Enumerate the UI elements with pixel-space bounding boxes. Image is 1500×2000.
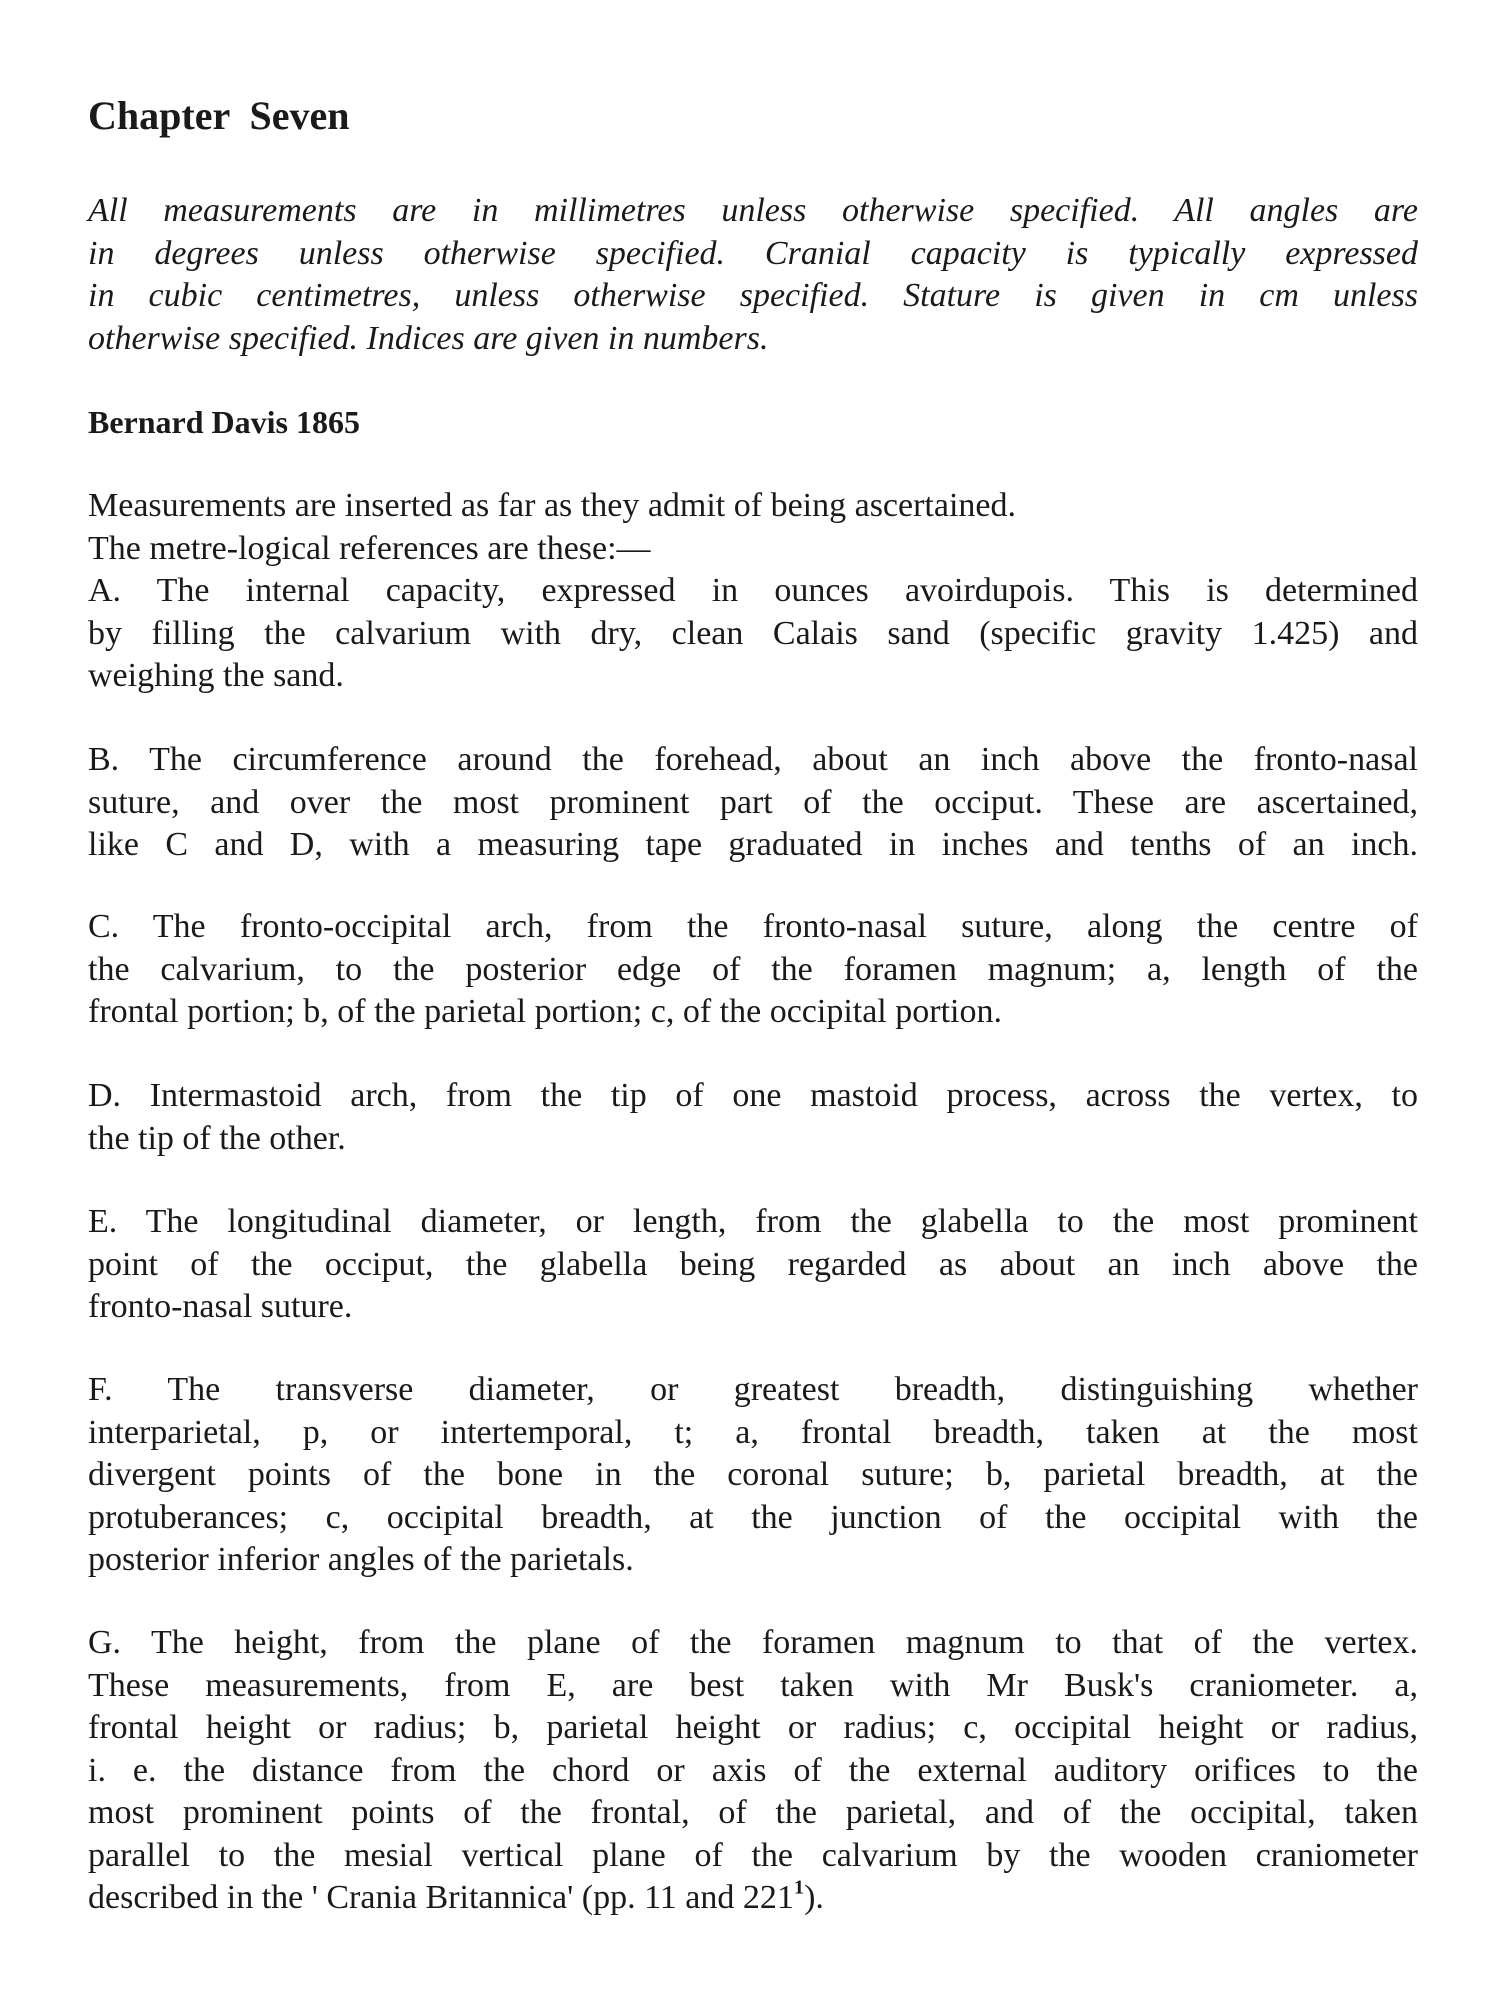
text-line: frontal portion; b, of the parietal portion; c, of the occipital portion. bbox=[88, 993, 1002, 1030]
text-line: posterior inferior angles of the parietals. bbox=[88, 1541, 634, 1578]
text-line: frontal height or radius; b, parietal height or radius; c, occipital height or radius, bbox=[88, 1709, 1418, 1746]
intro-note bbox=[88, 190, 1418, 360]
text-line: i. e. the distance from the chord or axis of the external auditory orifices to the bbox=[88, 1751, 1418, 1789]
text-line: G. The height, from the plane of the foramen magnum to that of the vertex. bbox=[88, 1624, 1418, 1661]
paragraph-b bbox=[88, 739, 1418, 867]
text-line: the calvarium, to the posterior edge of the foramen magnum; a, length of the bbox=[88, 950, 1418, 988]
text-line: divergent points of the bone in the coronal suture; b, parietal breadth, at the bbox=[88, 1456, 1418, 1493]
text-line: most prominent points of the frontal, of the parietal, and of the occipital, taken bbox=[88, 1794, 1418, 1831]
text-line: protuberances; c, occipital breadth, at the junction of the occipital with the bbox=[88, 1498, 1418, 1536]
text-line: weighing the sand. bbox=[88, 657, 344, 694]
text-line: point of the occiput, the glabella being regarded as about an inch above the bbox=[88, 1245, 1418, 1283]
text-line: A. The internal capacity, expressed in ounces avoirdupois. This is determined bbox=[88, 572, 1418, 609]
text-line: fronto-nasal suture. bbox=[88, 1288, 353, 1325]
text-line: like C and D, with a measuring tape graduated in inches and tenths of an inch. bbox=[88, 826, 1418, 863]
paragraph-g bbox=[88, 1622, 1418, 1920]
paragraph-c bbox=[88, 906, 1418, 1034]
text-line bbox=[88, 1877, 1418, 1920]
intro-line: in cubic centimetres, unless otherwise specified. Stature is given in cm unless bbox=[88, 277, 1418, 314]
chapter-title: Chapter Seven bbox=[88, 93, 350, 138]
paragraph-f bbox=[88, 1369, 1418, 1582]
intro-line: in degrees unless otherwise specified. Cranial capacity is typically expressed bbox=[88, 234, 1418, 272]
text-line: C. The fronto-occipital arch, from the fronto-nasal suture, along the centre of bbox=[88, 908, 1418, 945]
paragraph-a bbox=[88, 485, 1418, 698]
footnote-marker[interactable]: 1 bbox=[793, 1876, 805, 1899]
section-heading: Bernard Davis 1865 bbox=[88, 404, 360, 440]
intro-line: All measurements are in millimetres unless otherwise specified. All angles are bbox=[88, 192, 1418, 229]
text-line: B. The circumference around the forehead, about an inch above the fronto-nasal bbox=[88, 741, 1418, 778]
paragraph-d bbox=[88, 1075, 1418, 1160]
text-line: suture, and over the most prominent part of the occiput. These are ascertained, bbox=[88, 783, 1418, 821]
text-line: parallel to the mesial vertical plane of the calvarium by the wooden craniometer bbox=[88, 1836, 1418, 1874]
text-line: Measurements are inserted as far as they admit of being ascertained. bbox=[88, 487, 1017, 524]
text-line: The metre-logical references are these:— bbox=[88, 529, 651, 567]
final-line-tail: ). bbox=[804, 1879, 824, 1916]
text-line: E. The longitudinal diameter, or length, from the glabella to the most prominent bbox=[88, 1203, 1418, 1240]
text-line: D. Intermastoid arch, from the tip of one mastoid process, across the vertex, to bbox=[88, 1077, 1418, 1114]
text-line: These measurements, from E, are best taken with Mr Busk's craniometer. a, bbox=[88, 1666, 1418, 1704]
intro-line: otherwise specified. Indices are given in numbers. bbox=[88, 319, 769, 357]
text-line: interparietal, p, or intertemporal, t; a, frontal breadth, taken at the most bbox=[88, 1413, 1418, 1451]
text-line: F. The transverse diameter, or greatest breadth, distinguishing whether bbox=[88, 1371, 1418, 1408]
text-line: by filling the calvarium with dry, clean Calais sand (specific gravity 1.425) and bbox=[88, 614, 1418, 652]
final-line-text: described in the ' Crania Britannica' (pp. 11 and 221 bbox=[88, 1879, 794, 1916]
text-line: the tip of the other. bbox=[88, 1119, 346, 1157]
paragraph-e bbox=[88, 1201, 1418, 1329]
